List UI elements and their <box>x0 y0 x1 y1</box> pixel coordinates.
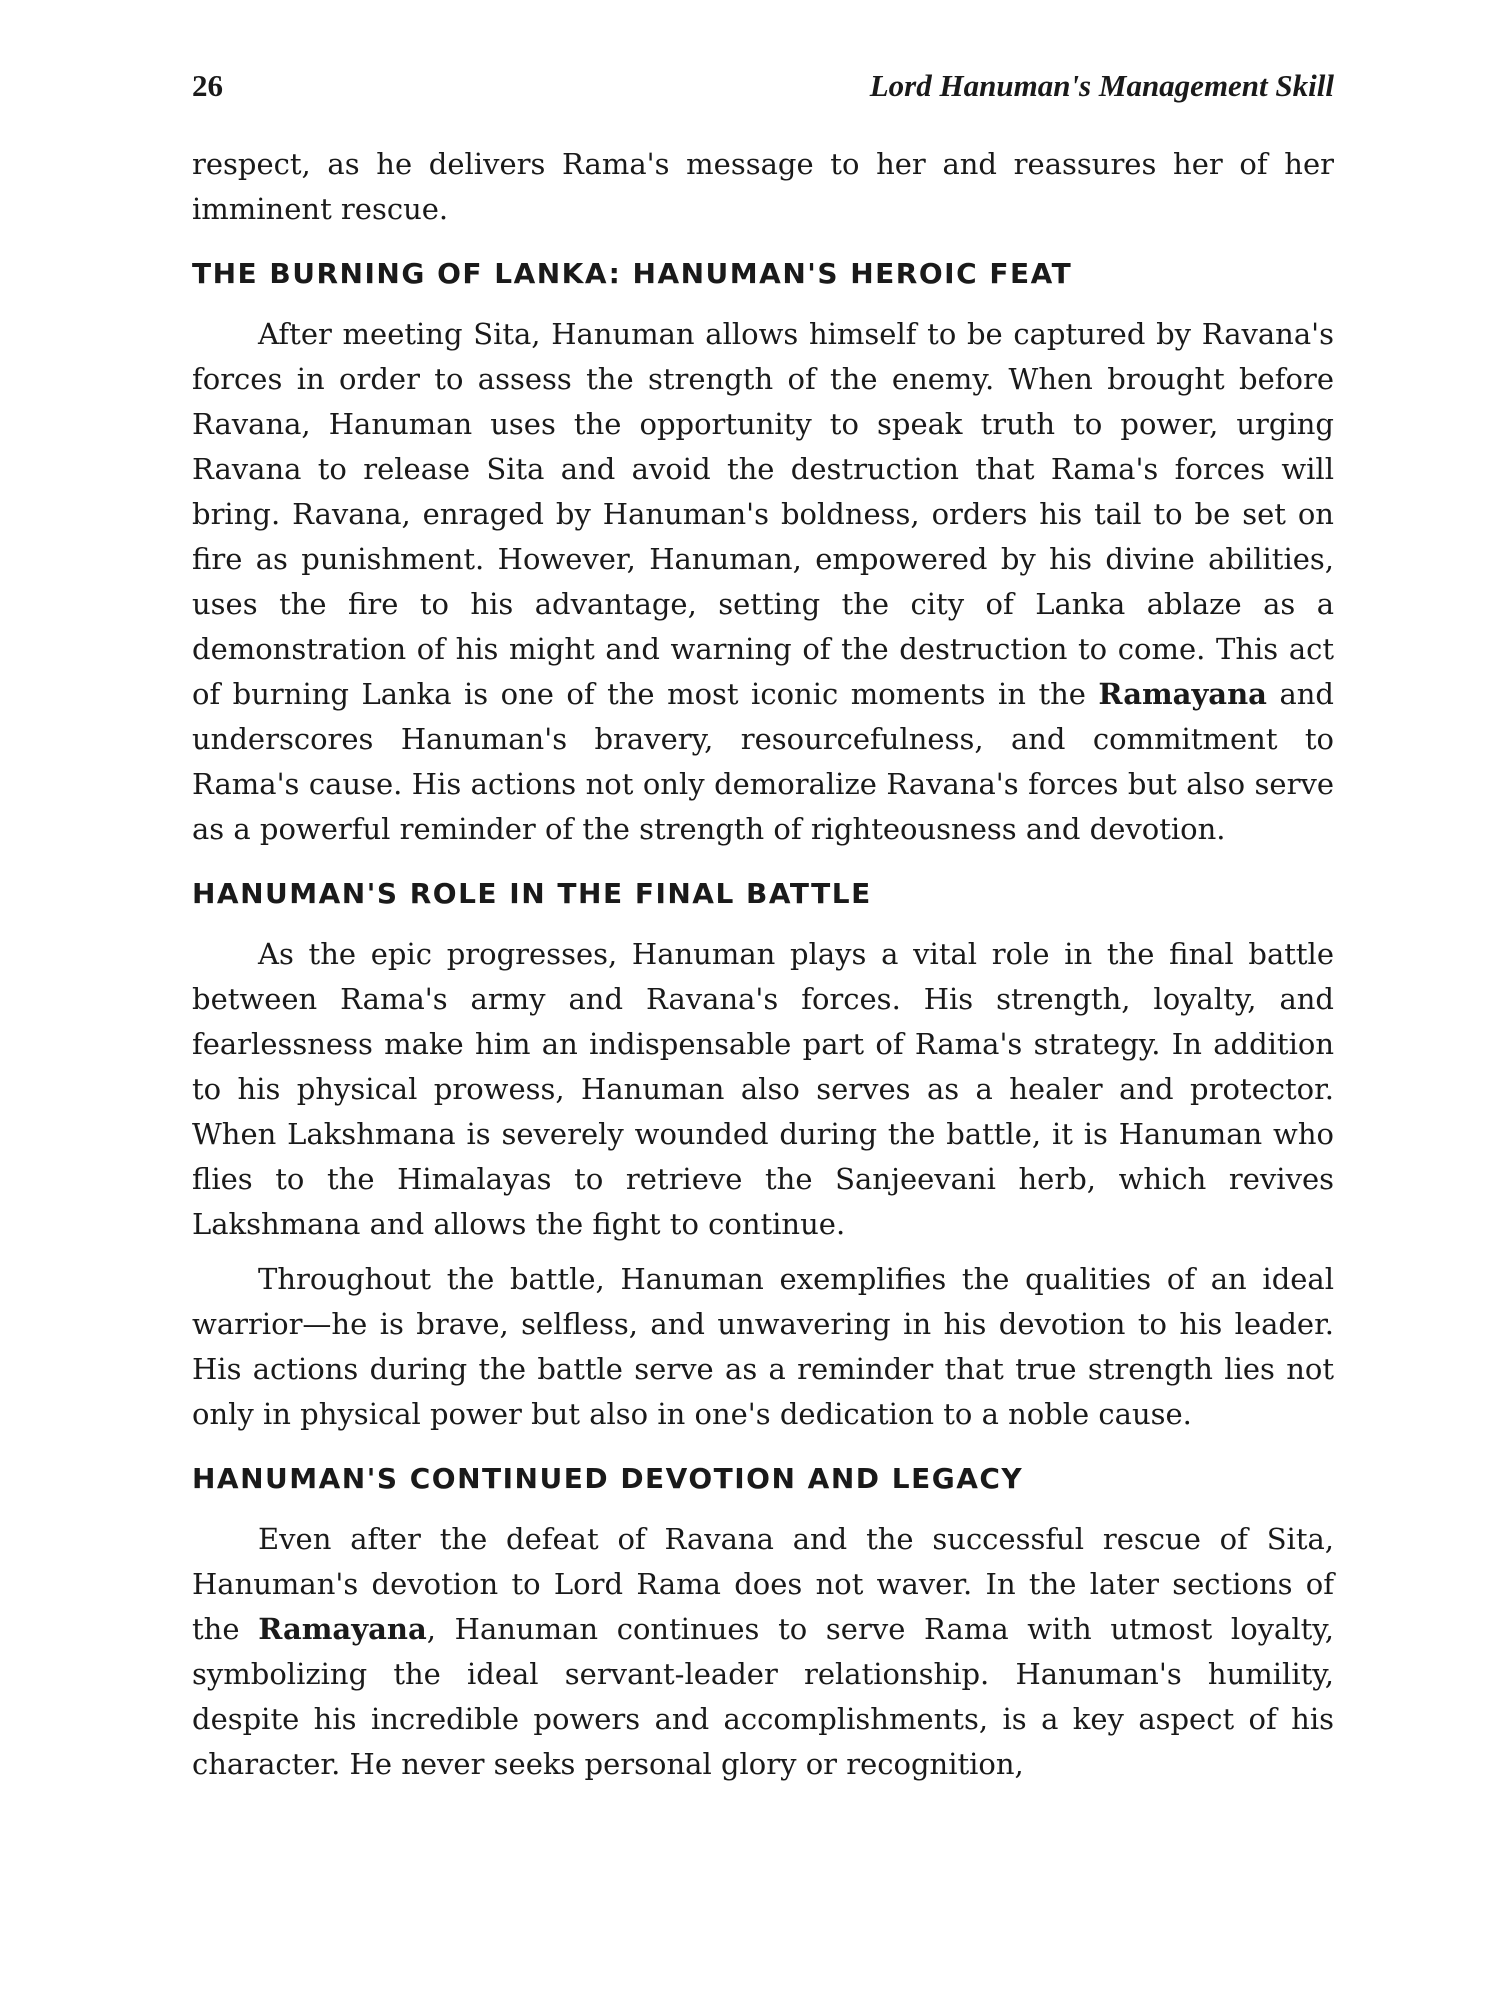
paragraph-final-battle-2: Throughout the battle, Hanuman exemplifies the qualities of an ideal warrior—he is brave, selfless, and unwavering in his devotion to his leader. His actions during the battle serve as a reminder that true strength lies not only in physical power but also in one's dedication to a noble cause. <box>192 1262 1334 1431</box>
section-heading-devotion-legacy: HANUMAN'S CONTINUED DEVOTION AND LEGACY <box>192 1462 1024 1495</box>
intro-paragraph: respect, as he delivers Rama's message to her and reassures her of her imminent rescue. <box>192 147 1334 226</box>
page-number: 26 <box>192 68 223 103</box>
section-heading-burning-of-lanka: THE BURNING OF LANKA: HANUMAN'S HEROIC FEAT <box>192 257 1073 290</box>
book-title: Lord Hanuman's Management Skill <box>869 68 1334 103</box>
paragraph-text: , Hanuman continues to serve Rama with utmost loyalty, symbolizing the ideal servant-leader relationship. Hanuman's humility, despite his incredible powers and accomplishments, is a key aspect of his character. He never seeks personal glory or recognition, <box>192 1612 1334 1781</box>
paragraph-burning-of-lanka <box>192 312 1334 852</box>
section-heading-final-battle: HANUMAN'S ROLE IN THE FINAL BATTLE <box>192 877 872 910</box>
paragraph-text: After meeting Sita, Hanuman allows himself to be captured by Ravana's forces in order to assess the strength of the enemy. When brought before Ravana, Hanuman uses the opportunity to speak truth to power, urging Ravana to release Sita and avoid the destruction that Rama's forces will bring. Ravana, enraged by Hanuman's boldness, orders his tail to be set on fire as punishment. However, Hanuman, empowered by his divine abilities, uses the fire to his advantage, setting the city of Lanka ablaze as a demonstration of his might and warning of the destruction to come. This act of burning Lanka is one of the most iconic moments in the <box>192 317 1334 711</box>
paragraph-text: Even after the defeat of Ravana and the successful rescue of Sita, Hanuman's devotion to Lord Rama does not waver. In the later sections of the <box>192 1522 1334 1646</box>
emphasis-ramayana: Ramayana <box>1098 677 1267 711</box>
book-page <box>192 68 1334 1787</box>
paragraph-final-battle-1: As the epic progresses, Hanuman plays a vital role in the final battle between Rama's army and Ravana's forces. His strength, loyalty, and fearlessness make him an indispensable part of Rama's strategy. In addition to his physical prowess, Hanuman also serves as a healer and protector. When Lakshmana is severely wounded during the battle, it is Hanuman who flies to the Himalayas to retrieve the Sanjeevani herb, which revives Lakshmana and allows the fight to continue. <box>192 937 1334 1241</box>
running-header <box>192 68 1334 114</box>
paragraph-devotion-legacy <box>192 1517 1334 1787</box>
emphasis-ramayana: Ramayana <box>258 1612 427 1646</box>
paragraph-text: and underscores Hanuman's bravery, resourcefulness, and commitment to Rama's cause. His actions not only demoralize Ravana's forces but also serve as a powerful reminder of the strength of righteousness and devotion. <box>192 677 1334 846</box>
page-body <box>192 142 1334 1787</box>
